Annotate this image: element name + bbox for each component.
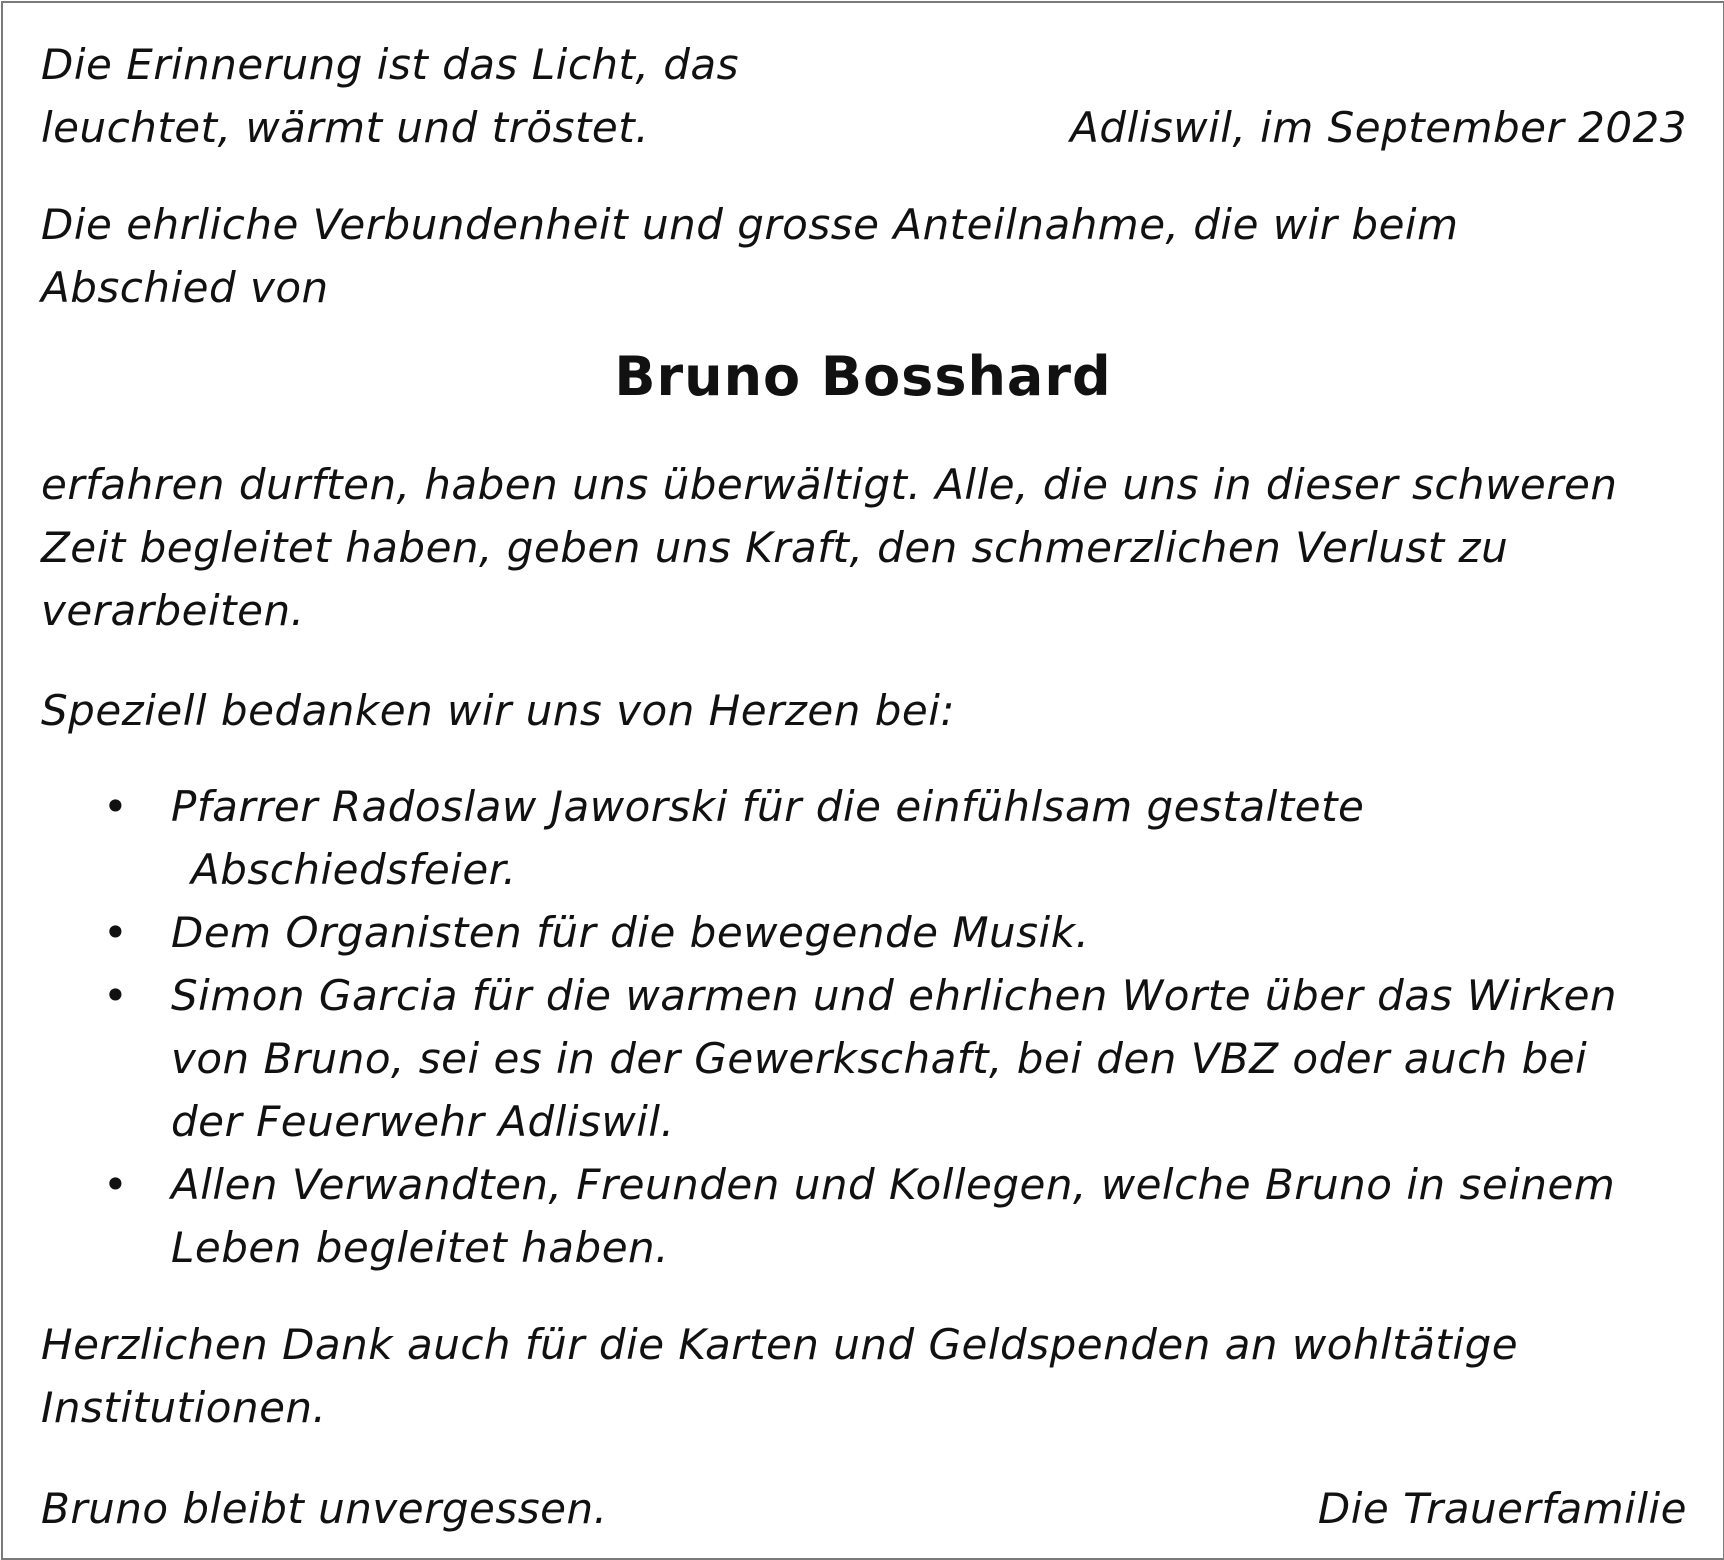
list-item: [103, 964, 1617, 1153]
thanks-list: [103, 775, 1617, 1279]
body-line-3: verarbeiten.: [41, 586, 305, 635]
list-item-line: Abschiedsfeier.: [191, 845, 517, 894]
list-item-line: Dem Organisten für die bewegende Musik.: [171, 908, 1090, 957]
motto-line-1: Die Erinnerung ist das Licht, das: [41, 40, 739, 89]
body-line-2: Zeit begleitet haben, geben uns Kraft, den schmerzlichen Verlust zu: [41, 523, 1509, 572]
intro-line-1: Die ehrliche Verbundenheit und grosse Anteilnahme, die wir beim: [41, 200, 1459, 249]
closing-line-2: Institutionen.: [41, 1383, 327, 1432]
motto-line-2: leuchtet, wärmt und tröstet.: [41, 103, 650, 152]
list-item-line: Allen Verwandten, Freunden und Kollegen, welche Bruno in seinem: [171, 1160, 1616, 1209]
list-item-line: Simon Garcia für die warmen und ehrlichen Worte über das Wirken: [171, 971, 1618, 1020]
list-item-line: von Bruno, sei es in der Gewerkschaft, bei den VBZ oder auch bei: [171, 1034, 1588, 1083]
bullet-icon: •: [103, 908, 129, 957]
closing-paragraph: [41, 1313, 1518, 1439]
list-item-line: Pfarrer Radoslaw Jaworski für die einfühlsam gestaltete: [171, 782, 1365, 831]
bullet-icon: •: [103, 971, 129, 1020]
bullet-icon: •: [103, 1160, 129, 1209]
body-paragraph: [41, 453, 1617, 642]
farewell-text: Bruno bleibt unvergessen.: [41, 1484, 608, 1533]
bullet-icon: •: [103, 782, 129, 831]
intro-line-2: Abschied von: [41, 263, 329, 312]
obituary-thank-you-card: [1, 1, 1724, 1560]
closing-line-1: Herzlichen Dank auch für die Karten und Geldspenden an wohltätige: [41, 1320, 1519, 1369]
list-item: [103, 901, 1617, 964]
place-date: Adliswil, im September 2023: [1070, 103, 1687, 152]
list-item: [103, 1153, 1617, 1279]
list-item-line: Leben begleitet haben.: [171, 1223, 669, 1272]
thanks-intro: Speziell bedanken wir uns von Herzen bei:: [41, 686, 956, 735]
list-item-line: der Feuerwehr Adliswil.: [171, 1097, 675, 1146]
motto-quote: [41, 33, 739, 159]
body-line-1: erfahren durften, haben uns überwältigt. Alle, die uns in dieser schweren: [41, 460, 1618, 509]
intro-paragraph: [41, 193, 1459, 319]
deceased-name: Bruno Bosshard: [614, 345, 1112, 408]
list-item: [103, 775, 1617, 901]
signature: Die Trauerfamilie: [1317, 1484, 1687, 1533]
